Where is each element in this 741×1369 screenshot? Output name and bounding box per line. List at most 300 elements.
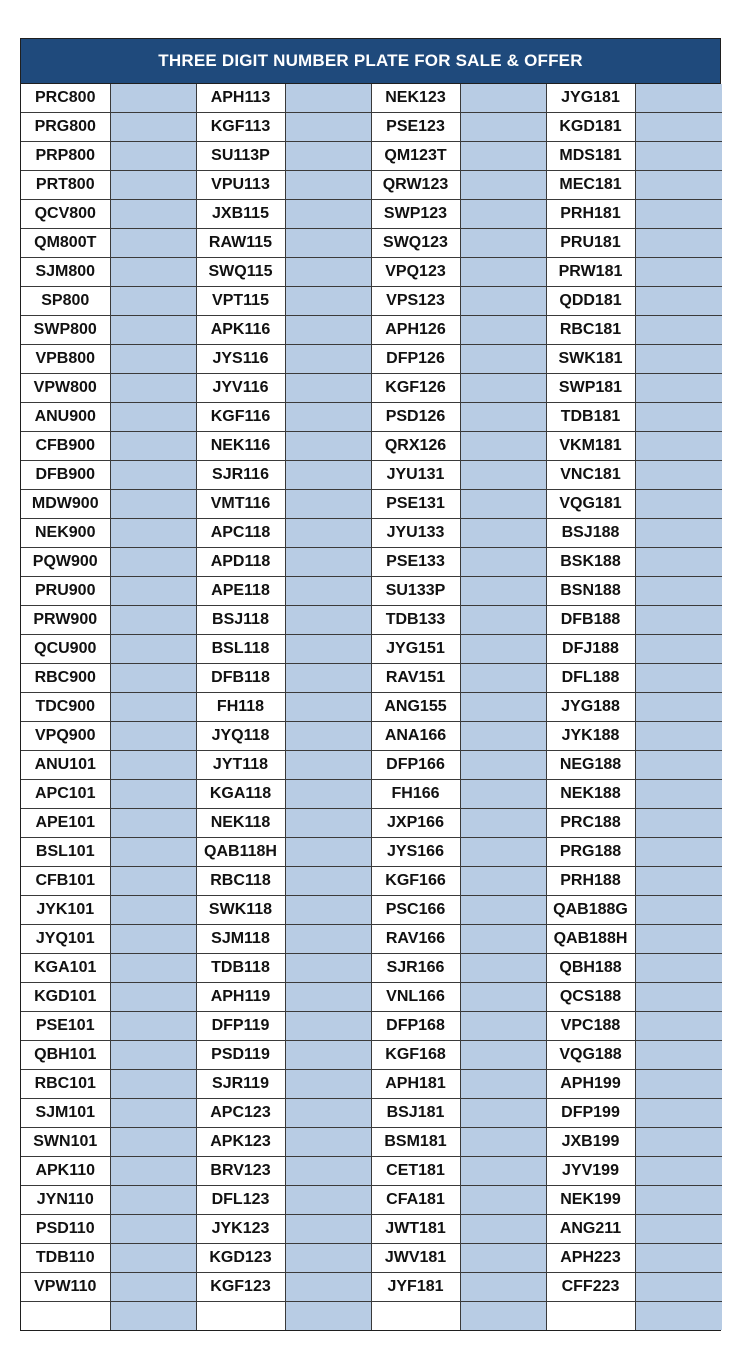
offer-cell[interactable] xyxy=(110,606,196,635)
offer-cell[interactable] xyxy=(285,432,371,461)
offer-cell[interactable] xyxy=(110,461,196,490)
offer-cell[interactable] xyxy=(460,1215,546,1244)
plate-number-cell: NEK116 xyxy=(196,432,285,461)
offer-cell[interactable] xyxy=(110,258,196,287)
plate-number-cell xyxy=(21,1302,110,1331)
offer-cell[interactable] xyxy=(285,113,371,142)
offer-cell[interactable] xyxy=(285,1099,371,1128)
offer-cell[interactable] xyxy=(460,403,546,432)
offer-cell[interactable] xyxy=(110,1273,196,1302)
offer-cell[interactable] xyxy=(285,751,371,780)
offer-cell[interactable] xyxy=(635,258,722,287)
plate-number-cell: DFP126 xyxy=(371,345,460,374)
offer-cell[interactable] xyxy=(635,200,722,229)
plate-number-cell: SWP181 xyxy=(546,374,635,403)
table-row xyxy=(21,577,722,606)
plate-number-cell: PRW900 xyxy=(21,606,110,635)
plate-number-cell: VNC181 xyxy=(546,461,635,490)
offer-cell[interactable] xyxy=(285,693,371,722)
offer-cell[interactable] xyxy=(635,983,722,1012)
offer-cell[interactable] xyxy=(460,142,546,171)
plate-number-cell: QBH101 xyxy=(21,1041,110,1070)
plate-number-cell: APH223 xyxy=(546,1244,635,1273)
offer-cell[interactable] xyxy=(110,1244,196,1273)
plate-number-cell: JYQ101 xyxy=(21,925,110,954)
offer-cell[interactable] xyxy=(285,867,371,896)
table-row xyxy=(21,751,722,780)
offer-cell[interactable] xyxy=(460,519,546,548)
offer-cell[interactable] xyxy=(110,983,196,1012)
plates-table xyxy=(21,84,722,1330)
offer-cell[interactable] xyxy=(635,1012,722,1041)
plate-number-cell: SWP123 xyxy=(371,200,460,229)
offer-cell[interactable] xyxy=(460,374,546,403)
plate-number-cell: KGA118 xyxy=(196,780,285,809)
plate-number-cell: CFB101 xyxy=(21,867,110,896)
offer-cell[interactable] xyxy=(460,693,546,722)
offer-cell[interactable] xyxy=(635,432,722,461)
plate-number-cell: SJR119 xyxy=(196,1070,285,1099)
plate-number-cell: KGF116 xyxy=(196,403,285,432)
offer-cell[interactable] xyxy=(635,577,722,606)
offer-cell[interactable] xyxy=(285,1041,371,1070)
plate-number-cell: VPT115 xyxy=(196,287,285,316)
offer-cell[interactable] xyxy=(460,867,546,896)
plate-number-cell: JWT181 xyxy=(371,1215,460,1244)
plate-number-cell: VQG188 xyxy=(546,1041,635,1070)
offer-cell[interactable] xyxy=(460,548,546,577)
plate-number-cell: APH113 xyxy=(196,84,285,113)
offer-cell[interactable] xyxy=(285,838,371,867)
plate-number-cell: ANG211 xyxy=(546,1215,635,1244)
offer-cell[interactable] xyxy=(285,200,371,229)
offer-cell[interactable] xyxy=(460,780,546,809)
offer-cell[interactable] xyxy=(285,258,371,287)
plate-number-cell: APE101 xyxy=(21,809,110,838)
offer-cell[interactable] xyxy=(460,258,546,287)
plate-number-cell: APE118 xyxy=(196,577,285,606)
plate-number-cell: VKM181 xyxy=(546,432,635,461)
offer-cell[interactable] xyxy=(635,316,722,345)
offer-cell[interactable] xyxy=(635,345,722,374)
offer-cell[interactable] xyxy=(460,751,546,780)
offer-cell[interactable] xyxy=(285,925,371,954)
offer-cell[interactable] xyxy=(285,606,371,635)
offer-cell[interactable] xyxy=(285,142,371,171)
offer-cell[interactable] xyxy=(285,171,371,200)
offer-cell[interactable] xyxy=(110,171,196,200)
plate-number-cell: QAB188H xyxy=(546,925,635,954)
plate-number-cell: SWN101 xyxy=(21,1128,110,1157)
offer-cell[interactable] xyxy=(285,1012,371,1041)
plate-number-cell: SWQ123 xyxy=(371,229,460,258)
plate-number-cell: QM123T xyxy=(371,142,460,171)
offer-cell[interactable] xyxy=(110,1128,196,1157)
offer-cell[interactable] xyxy=(110,867,196,896)
offer-cell[interactable] xyxy=(110,1041,196,1070)
plate-number-cell: CFA181 xyxy=(371,1186,460,1215)
offer-cell[interactable] xyxy=(460,1157,546,1186)
offer-cell[interactable] xyxy=(285,1157,371,1186)
offer-cell[interactable] xyxy=(110,84,196,113)
plate-number-cell: RBC118 xyxy=(196,867,285,896)
plate-number-cell: CFB900 xyxy=(21,432,110,461)
plate-number-cell: JXB199 xyxy=(546,1128,635,1157)
table-row xyxy=(21,925,722,954)
table-row xyxy=(21,258,722,287)
plate-number-cell: TDB133 xyxy=(371,606,460,635)
offer-cell[interactable] xyxy=(460,432,546,461)
offer-cell[interactable] xyxy=(460,954,546,983)
offer-cell[interactable] xyxy=(460,316,546,345)
offer-cell[interactable] xyxy=(110,287,196,316)
offer-cell[interactable] xyxy=(460,635,546,664)
plate-number-cell: SJM800 xyxy=(21,258,110,287)
plate-number-cell: PRU900 xyxy=(21,577,110,606)
plate-number-cell: ANG155 xyxy=(371,693,460,722)
offer-cell[interactable] xyxy=(635,461,722,490)
offer-cell[interactable] xyxy=(285,461,371,490)
table-row xyxy=(21,780,722,809)
plate-number-cell: PSE101 xyxy=(21,1012,110,1041)
offer-cell[interactable] xyxy=(460,1302,546,1331)
plate-number-cell: VNL166 xyxy=(371,983,460,1012)
plate-number-cell: QBH188 xyxy=(546,954,635,983)
sheet-title: THREE DIGIT NUMBER PLATE FOR SALE & OFFER xyxy=(21,39,720,84)
plate-number-cell: SWQ115 xyxy=(196,258,285,287)
plate-number-cell: VPW800 xyxy=(21,374,110,403)
table-row xyxy=(21,838,722,867)
table-row xyxy=(21,1273,722,1302)
plate-number-cell: PRH181 xyxy=(546,200,635,229)
offer-cell[interactable] xyxy=(110,664,196,693)
offer-cell[interactable] xyxy=(110,751,196,780)
offer-cell[interactable] xyxy=(460,1041,546,1070)
plate-number-cell: BSJ181 xyxy=(371,1099,460,1128)
offer-cell[interactable] xyxy=(635,548,722,577)
plate-number-cell: APD118 xyxy=(196,548,285,577)
offer-cell[interactable] xyxy=(460,345,546,374)
offer-cell[interactable] xyxy=(285,490,371,519)
plate-number-cell: PSE133 xyxy=(371,548,460,577)
offer-cell[interactable] xyxy=(460,1186,546,1215)
table-row xyxy=(21,1244,722,1273)
offer-cell[interactable] xyxy=(285,229,371,258)
plate-number-cell: RAW115 xyxy=(196,229,285,258)
plate-number-cell: JYS166 xyxy=(371,838,460,867)
plate-number-cell: PSE123 xyxy=(371,113,460,142)
offer-cell[interactable] xyxy=(285,635,371,664)
offer-cell[interactable] xyxy=(285,1273,371,1302)
offer-cell[interactable] xyxy=(635,1070,722,1099)
plate-sheet xyxy=(20,38,721,1331)
plate-number-cell: JYN110 xyxy=(21,1186,110,1215)
offer-cell[interactable] xyxy=(635,84,722,113)
plate-number-cell: SU133P xyxy=(371,577,460,606)
offer-cell[interactable] xyxy=(285,577,371,606)
offer-cell[interactable] xyxy=(285,809,371,838)
offer-cell[interactable] xyxy=(110,635,196,664)
offer-cell[interactable] xyxy=(635,838,722,867)
plate-number-cell: QCU900 xyxy=(21,635,110,664)
offer-cell[interactable] xyxy=(460,809,546,838)
offer-cell[interactable] xyxy=(460,1070,546,1099)
offer-cell[interactable] xyxy=(285,316,371,345)
offer-cell[interactable] xyxy=(110,954,196,983)
offer-cell[interactable] xyxy=(635,664,722,693)
offer-cell[interactable] xyxy=(635,954,722,983)
offer-cell[interactable] xyxy=(460,84,546,113)
offer-cell[interactable] xyxy=(635,1157,722,1186)
plate-number-cell: PRH188 xyxy=(546,867,635,896)
plate-number-cell: PRP800 xyxy=(21,142,110,171)
offer-cell[interactable] xyxy=(635,113,722,142)
offer-cell[interactable] xyxy=(110,1302,196,1331)
offer-cell[interactable] xyxy=(285,954,371,983)
plate-number-cell: PRW181 xyxy=(546,258,635,287)
offer-cell[interactable] xyxy=(110,896,196,925)
offer-cell[interactable] xyxy=(110,316,196,345)
offer-cell[interactable] xyxy=(460,983,546,1012)
plate-number-cell: APC123 xyxy=(196,1099,285,1128)
offer-cell[interactable] xyxy=(460,896,546,925)
offer-cell[interactable] xyxy=(635,809,722,838)
offer-cell[interactable] xyxy=(635,925,722,954)
offer-cell[interactable] xyxy=(635,171,722,200)
plate-number-cell: JYK101 xyxy=(21,896,110,925)
table-row xyxy=(21,1099,722,1128)
offer-cell[interactable] xyxy=(285,1215,371,1244)
offer-cell[interactable] xyxy=(285,1128,371,1157)
plate-number-cell: DFJ188 xyxy=(546,635,635,664)
plate-number-cell: PRG188 xyxy=(546,838,635,867)
plate-number-cell: VPS123 xyxy=(371,287,460,316)
offer-cell[interactable] xyxy=(285,84,371,113)
plate-number-cell: JYK188 xyxy=(546,722,635,751)
offer-cell[interactable] xyxy=(110,693,196,722)
offer-cell[interactable] xyxy=(285,1302,371,1331)
offer-cell[interactable] xyxy=(110,403,196,432)
offer-cell[interactable] xyxy=(635,1099,722,1128)
offer-cell[interactable] xyxy=(635,896,722,925)
offer-cell[interactable] xyxy=(460,1244,546,1273)
offer-cell[interactable] xyxy=(285,664,371,693)
plate-number-cell: FH118 xyxy=(196,693,285,722)
offer-cell[interactable] xyxy=(460,287,546,316)
table-row xyxy=(21,954,722,983)
plate-number-cell: QCS188 xyxy=(546,983,635,1012)
offer-cell[interactable] xyxy=(635,780,722,809)
offer-cell[interactable] xyxy=(635,751,722,780)
offer-cell[interactable] xyxy=(110,142,196,171)
offer-cell[interactable] xyxy=(635,490,722,519)
offer-cell[interactable] xyxy=(285,287,371,316)
offer-cell[interactable] xyxy=(635,1128,722,1157)
plate-number-cell: ANU900 xyxy=(21,403,110,432)
offer-cell[interactable] xyxy=(110,838,196,867)
table-row xyxy=(21,142,722,171)
offer-cell[interactable] xyxy=(110,925,196,954)
plate-number-cell: APK123 xyxy=(196,1128,285,1157)
offer-cell[interactable] xyxy=(635,1302,722,1331)
offer-cell[interactable] xyxy=(460,606,546,635)
offer-cell[interactable] xyxy=(460,229,546,258)
plate-number-cell: QAB188G xyxy=(546,896,635,925)
plate-number-cell: TDC900 xyxy=(21,693,110,722)
offer-cell[interactable] xyxy=(110,1215,196,1244)
offer-cell[interactable] xyxy=(635,1186,722,1215)
plate-number-cell: BSL118 xyxy=(196,635,285,664)
table-row xyxy=(21,1070,722,1099)
plate-number-cell: BRV123 xyxy=(196,1157,285,1186)
offer-cell[interactable] xyxy=(110,113,196,142)
offer-cell[interactable] xyxy=(110,200,196,229)
plate-number-cell: JYF181 xyxy=(371,1273,460,1302)
offer-cell[interactable] xyxy=(460,722,546,751)
offer-cell[interactable] xyxy=(460,1099,546,1128)
offer-cell[interactable] xyxy=(635,1273,722,1302)
table-row xyxy=(21,693,722,722)
offer-cell[interactable] xyxy=(110,1012,196,1041)
plate-number-cell: BSN188 xyxy=(546,577,635,606)
table-row xyxy=(21,606,722,635)
plate-number-cell: PRU181 xyxy=(546,229,635,258)
offer-cell[interactable] xyxy=(635,1215,722,1244)
offer-cell[interactable] xyxy=(110,345,196,374)
plate-number-cell: PSE131 xyxy=(371,490,460,519)
offer-cell[interactable] xyxy=(635,374,722,403)
plate-number-cell: PSC166 xyxy=(371,896,460,925)
plate-number-cell: APC101 xyxy=(21,780,110,809)
offer-cell[interactable] xyxy=(635,1041,722,1070)
offer-cell[interactable] xyxy=(285,1186,371,1215)
offer-cell[interactable] xyxy=(110,1070,196,1099)
offer-cell[interactable] xyxy=(110,490,196,519)
offer-cell[interactable] xyxy=(110,809,196,838)
plate-number-cell: NEG188 xyxy=(546,751,635,780)
offer-cell[interactable] xyxy=(460,577,546,606)
offer-cell[interactable] xyxy=(285,983,371,1012)
plate-number-cell: QRW123 xyxy=(371,171,460,200)
offer-cell[interactable] xyxy=(635,693,722,722)
plate-number-cell: KGD181 xyxy=(546,113,635,142)
offer-cell[interactable] xyxy=(285,345,371,374)
offer-cell[interactable] xyxy=(110,519,196,548)
offer-cell[interactable] xyxy=(285,722,371,751)
offer-cell[interactable] xyxy=(635,1244,722,1273)
offer-cell[interactable] xyxy=(635,142,722,171)
plate-number-cell: DFL188 xyxy=(546,664,635,693)
plate-number-cell: PSD110 xyxy=(21,1215,110,1244)
offer-cell[interactable] xyxy=(460,490,546,519)
offer-cell[interactable] xyxy=(285,896,371,925)
plate-number-cell: BSK188 xyxy=(546,548,635,577)
table-row xyxy=(21,287,722,316)
offer-cell[interactable] xyxy=(460,1273,546,1302)
offer-cell[interactable] xyxy=(460,838,546,867)
offer-cell[interactable] xyxy=(460,113,546,142)
plate-number-cell: BSM181 xyxy=(371,1128,460,1157)
plate-number-cell: QAB118H xyxy=(196,838,285,867)
offer-cell[interactable] xyxy=(285,548,371,577)
table-row xyxy=(21,403,722,432)
offer-cell[interactable] xyxy=(460,1012,546,1041)
plate-number-cell: ANA166 xyxy=(371,722,460,751)
plate-number-cell: VMT116 xyxy=(196,490,285,519)
offer-cell[interactable] xyxy=(110,229,196,258)
table-row xyxy=(21,722,722,751)
table-row xyxy=(21,345,722,374)
offer-cell[interactable] xyxy=(460,171,546,200)
offer-cell[interactable] xyxy=(635,287,722,316)
plate-number-cell: VPQ900 xyxy=(21,722,110,751)
plate-number-cell: QDD181 xyxy=(546,287,635,316)
offer-cell[interactable] xyxy=(635,867,722,896)
offer-cell[interactable] xyxy=(285,1244,371,1273)
offer-cell[interactable] xyxy=(635,519,722,548)
offer-cell[interactable] xyxy=(285,1070,371,1099)
plate-number-cell: TDB110 xyxy=(21,1244,110,1273)
plate-number-cell: RBC900 xyxy=(21,664,110,693)
offer-cell[interactable] xyxy=(460,200,546,229)
offer-cell[interactable] xyxy=(110,1099,196,1128)
table-row xyxy=(21,1012,722,1041)
offer-cell[interactable] xyxy=(635,635,722,664)
offer-cell[interactable] xyxy=(110,432,196,461)
plate-number-cell: KGA101 xyxy=(21,954,110,983)
plate-number-cell: DFP168 xyxy=(371,1012,460,1041)
offer-cell[interactable] xyxy=(110,1157,196,1186)
offer-cell[interactable] xyxy=(460,664,546,693)
offer-cell[interactable] xyxy=(110,1186,196,1215)
plate-number-cell: KGF166 xyxy=(371,867,460,896)
plate-number-cell: JYS116 xyxy=(196,345,285,374)
plate-number-cell: VPC188 xyxy=(546,1012,635,1041)
plate-number-cell: NEK123 xyxy=(371,84,460,113)
offer-cell[interactable] xyxy=(635,403,722,432)
table-row xyxy=(21,896,722,925)
offer-cell[interactable] xyxy=(285,403,371,432)
offer-cell[interactable] xyxy=(635,606,722,635)
offer-cell[interactable] xyxy=(460,461,546,490)
plate-number-cell: DFB188 xyxy=(546,606,635,635)
offer-cell[interactable] xyxy=(635,722,722,751)
offer-cell[interactable] xyxy=(110,780,196,809)
offer-cell[interactable] xyxy=(110,722,196,751)
plate-number-cell: JYG188 xyxy=(546,693,635,722)
offer-cell[interactable] xyxy=(110,548,196,577)
offer-cell[interactable] xyxy=(110,577,196,606)
plate-number-cell: KGF168 xyxy=(371,1041,460,1070)
table-row xyxy=(21,229,722,258)
offer-cell[interactable] xyxy=(285,519,371,548)
plate-number-cell: QCV800 xyxy=(21,200,110,229)
offer-cell[interactable] xyxy=(460,925,546,954)
table-row xyxy=(21,1128,722,1157)
offer-cell[interactable] xyxy=(635,229,722,258)
plate-number-cell: DFP166 xyxy=(371,751,460,780)
plate-number-cell xyxy=(196,1302,285,1331)
offer-cell[interactable] xyxy=(460,1128,546,1157)
plate-number-cell: DFP119 xyxy=(196,1012,285,1041)
plate-number-cell: JYQ118 xyxy=(196,722,285,751)
offer-cell[interactable] xyxy=(285,780,371,809)
plate-number-cell: RAV151 xyxy=(371,664,460,693)
table-row xyxy=(21,432,722,461)
offer-cell[interactable] xyxy=(110,374,196,403)
plate-number-cell: VPB800 xyxy=(21,345,110,374)
offer-cell[interactable] xyxy=(285,374,371,403)
